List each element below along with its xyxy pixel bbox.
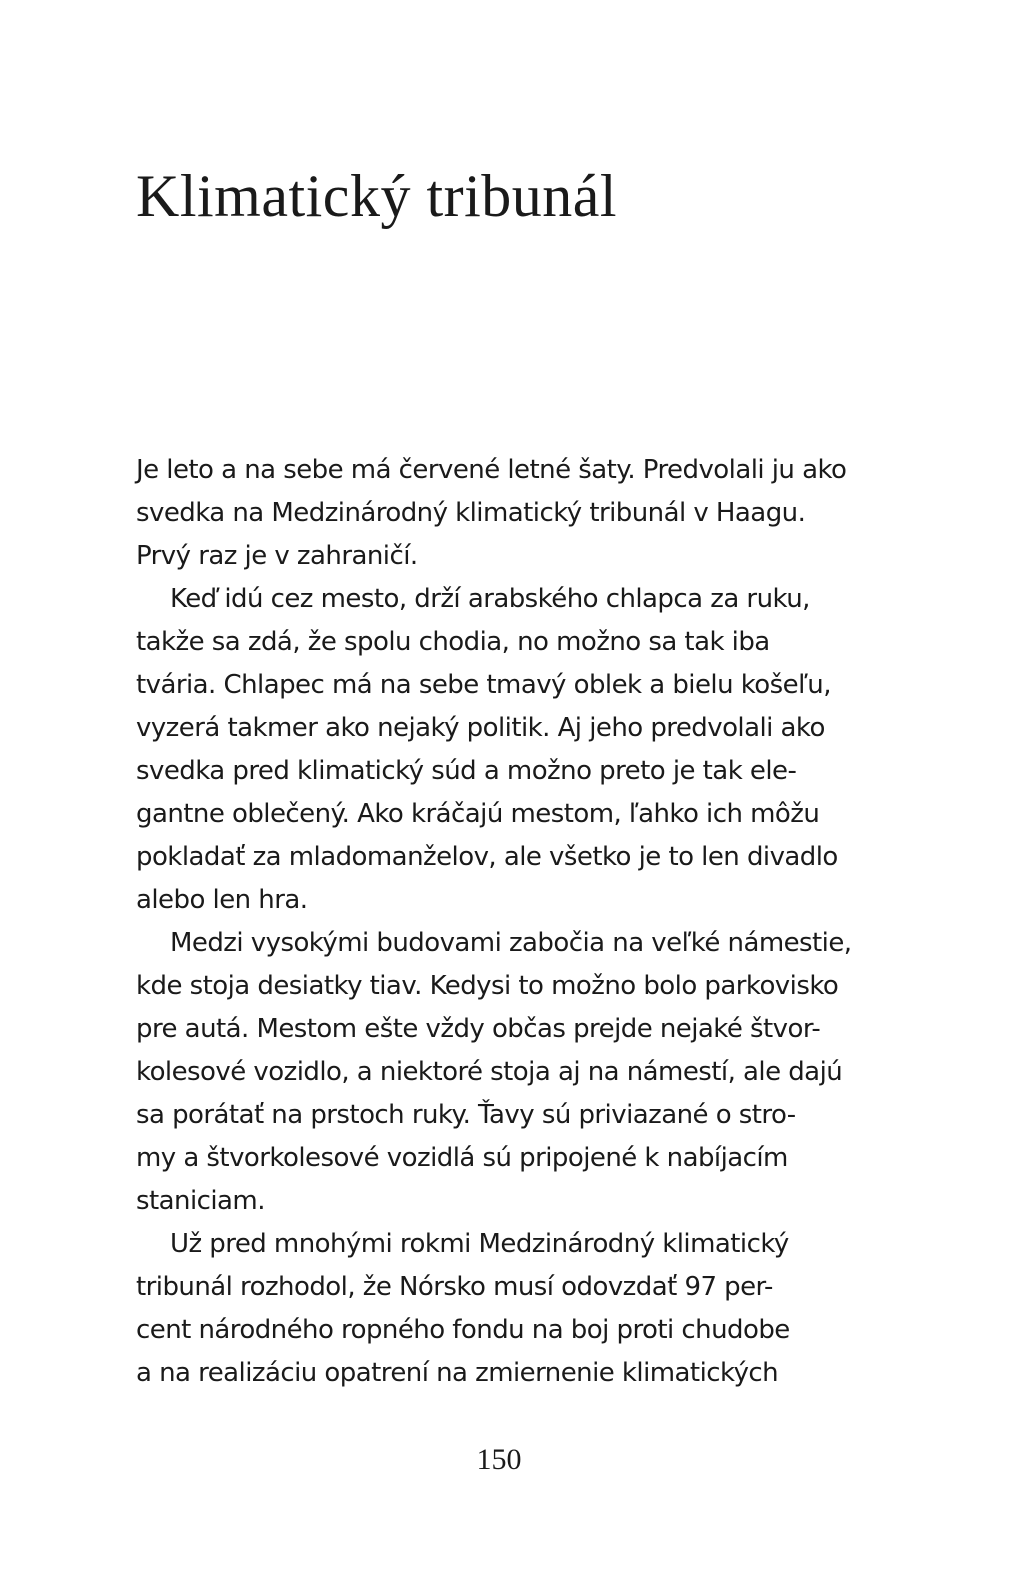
text-line: svedka na Medzinárodný klimatický tribunál v Haagu. (136, 498, 806, 528)
text-line: Medzi vysokými budovami zabočia na veľké námestie, (170, 928, 852, 958)
text-line: sa porátať na prstoch ruky. Ťavy sú priviazané o stro- (136, 1100, 796, 1130)
chapter-title: Klimatický tribunál (136, 163, 618, 229)
text-line: alebo len hra. (136, 885, 308, 915)
text-line: tvária. Chlapec má na sebe tmavý oblek a bielu košeľu, (136, 670, 831, 700)
text-line: a na realizáciu opatrení na zmiernenie klimatických (136, 1358, 779, 1388)
page-number: 150 (476, 1443, 522, 1476)
text-line: tribunál rozhodol, že Nórsko musí odovzdať 97 per- (136, 1272, 773, 1302)
text-line: Je leto a na sebe má červené letné šaty. Predvolali ju ako (136, 455, 847, 485)
text-line: Prvý raz je v zahraničí. (136, 541, 418, 571)
text-line: pre autá. Mestom ešte vždy občas prejde nejaké štvor- (136, 1014, 821, 1044)
text-line: staniciam. (136, 1186, 265, 1216)
text-line: svedka pred klimatický súd a možno preto je tak ele- (136, 756, 797, 786)
text-line: kolesové vozidlo, a niektoré stoja aj na námestí, ale dajú (136, 1057, 843, 1087)
text-line: vyzerá takmer ako nejaký politik. Aj jeho predvolali ako (136, 713, 825, 743)
body-text (136, 449, 896, 1395)
text-line: Už pred mnohými rokmi Medzinárodný klimatický (170, 1229, 789, 1259)
text-line: gantne oblečený. Ako kráčajú mestom, ľahko ich môžu (136, 799, 820, 829)
text-line: Keď idú cez mesto, drží arabského chlapca za ruku, (170, 584, 810, 614)
text-line: cent národného ropného fondu na boj proti chudobe (136, 1315, 790, 1345)
text-line: my a štvorkolesové vozidlá sú pripojené k nabíjacím (136, 1143, 788, 1173)
text-line: pokladať za mladomanželov, ale všetko je to len divadlo (136, 842, 838, 872)
text-line: kde stoja desiatky tiav. Kedysi to možno bolo parkovisko (136, 971, 839, 1001)
text-line: takže sa zdá, že spolu chodia, no možno sa tak iba (136, 627, 770, 657)
